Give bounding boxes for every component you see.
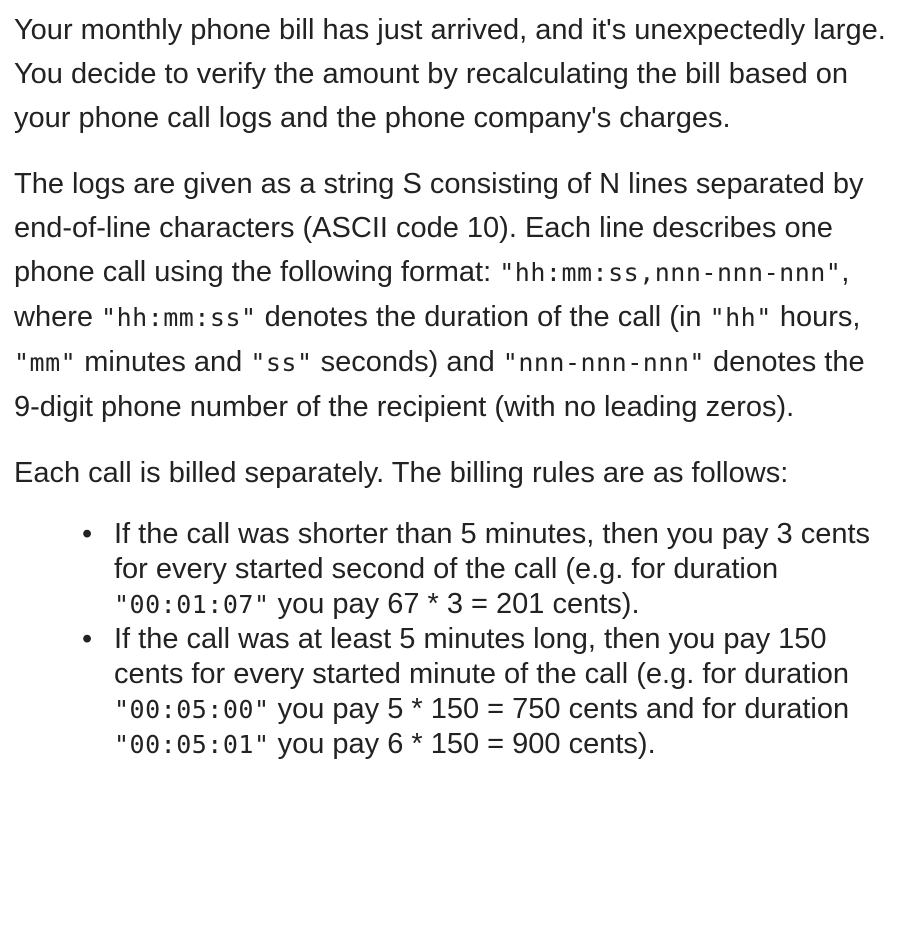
rule-2-text-1: If the call was at least 5 minutes long, then you pay 150 cents for every started minute of the call (e.g. for duration [114,623,850,690]
rule-2-duration-code-1: "00:05:00" [114,695,270,724]
minutes-code: "mm" [14,348,77,377]
log-format-text-7: denotes the 9-digit phone number of the recipient (with no leading zeros). [14,346,865,423]
rule-1-text-2: you pay 67 * 3 = 201 cents). [269,588,640,620]
intro-paragraph: Your monthly phone bill has just arrived, and it's unexpectedly large. You decide to verify the amount by recalculating the bill based on your phone call logs and the phone company's charges. [14,14,886,134]
rule-2-text-3: you pay 6 * 150 = 900 cents). [269,728,656,760]
log-format-text-5: minutes and [76,346,251,378]
list-item [114,517,896,622]
rule-2-duration-code-2: "00:05:01" [114,730,270,759]
log-format-text-1: The logs are given as a string S consisting of N lines separated by end-of-line characters (ASCII code 10). Each line describes one phone call using the following format: [14,168,864,288]
log-format-text-2: , where [14,256,850,333]
rule-2-text-2: you pay 5 * 150 = 750 cents and for duration [269,693,850,725]
billing-rules-list [14,517,896,762]
seconds-code: "ss" [250,348,313,377]
hours-code: "hh" [709,303,772,332]
phone-number-code: "nnn-nnn-nnn" [502,348,705,377]
rule-1-text-1: If the call was shorter than 5 minutes, then you pay 3 cents for every started second of the call (e.g. for duration [114,518,871,585]
format-code: "hh:mm:ss,nnn-nnn-nnn" [499,258,842,287]
log-format-text-4: hours, [771,301,861,333]
rule-1-duration-code: "00:01:07" [114,590,270,619]
log-format-paragraph [14,162,896,429]
duration-code: "hh:mm:ss" [101,303,257,332]
log-format-text-3: denotes the duration of the call (in [256,301,710,333]
list-item [114,622,896,762]
log-format-text-6: seconds) and [312,346,503,378]
billing-intro-paragraph: Each call is billed separately. The billing rules are as follows: [14,457,789,489]
